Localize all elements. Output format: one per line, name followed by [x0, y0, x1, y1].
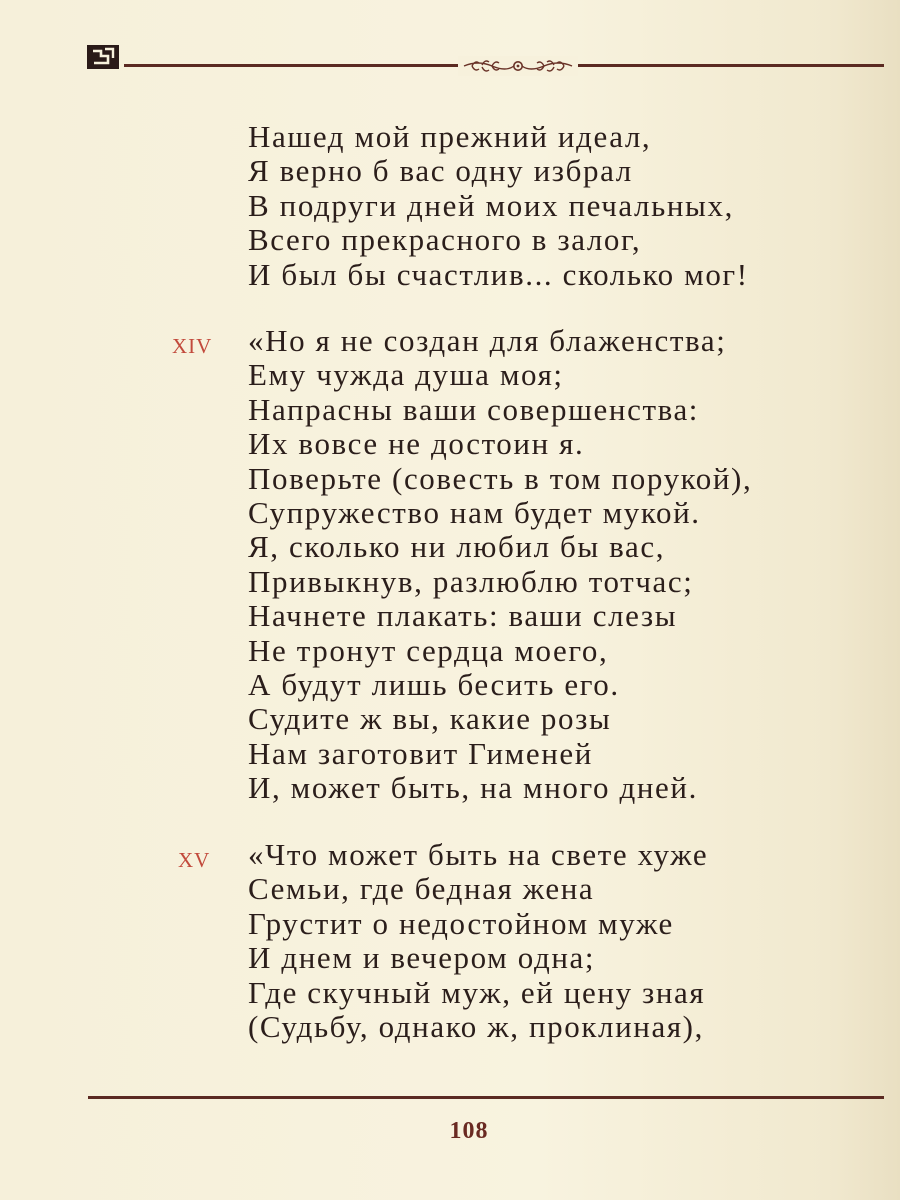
page-number: 108	[449, 1118, 489, 1144]
verse-line: Нам заготовит Гименей	[248, 735, 593, 771]
verse-line: Семьи, где бедная жена	[248, 871, 595, 907]
stanza-xv	[248, 838, 708, 1044]
verse-line: Всего прекрасного в залог,	[248, 222, 642, 258]
floral-ornament-icon	[458, 56, 578, 76]
verse-line: И днем и вечером одна;	[248, 940, 596, 976]
verse-line: Где скучный муж, ей цену зная	[248, 974, 706, 1010]
verse-line: Я верно б вас одну избрал	[248, 153, 633, 189]
verse-line: А будут лишь бесить его.	[248, 667, 620, 703]
verse-line: Поверьте (совесть в том порукой),	[248, 460, 753, 496]
stanza-xiv	[248, 324, 752, 806]
stanza-number-xv: XV	[178, 848, 211, 872]
verse-line: Судите ж вы, какие розы	[248, 701, 612, 737]
verse-line: Их вовсе не достоин я.	[248, 426, 585, 462]
verse-line: Супружество нам будет мукой.	[248, 495, 701, 531]
verse-line: И был бы счастлив... сколько мог!	[248, 256, 749, 292]
verse-line: Не тронут сердца моего,	[248, 632, 609, 668]
verse-line: Привыкнув, разлюблю тотчас;	[248, 563, 694, 599]
verse-line: Нашед мой прежний идеал,	[248, 119, 652, 154]
bottom-rule	[88, 1096, 884, 1099]
verse-line: И, может быть, на много дней.	[248, 770, 698, 806]
book-corner-icon	[86, 44, 120, 70]
stanza-continuation	[248, 120, 749, 292]
verse-line: В подруги дней моих печальных,	[248, 187, 734, 223]
verse-line: Напрасны ваши совершенства:	[248, 391, 700, 427]
verse-line: Я, сколько ни любил бы вас,	[248, 529, 666, 565]
verse-line: «Но я не создан для блаженства;	[248, 323, 727, 358]
verse-line: Начнете плакать: ваши слезы	[248, 598, 678, 634]
stanza-number-xiv: XIV	[172, 334, 213, 358]
verse-line: Грустит о недостойном муже	[248, 905, 674, 941]
verse-line: Ему чужда душа моя;	[248, 357, 564, 393]
verse-line: (Судьбу, однако ж, проклиная),	[248, 1009, 704, 1045]
verse-line: «Что может быть на свете хуже	[248, 837, 709, 872]
